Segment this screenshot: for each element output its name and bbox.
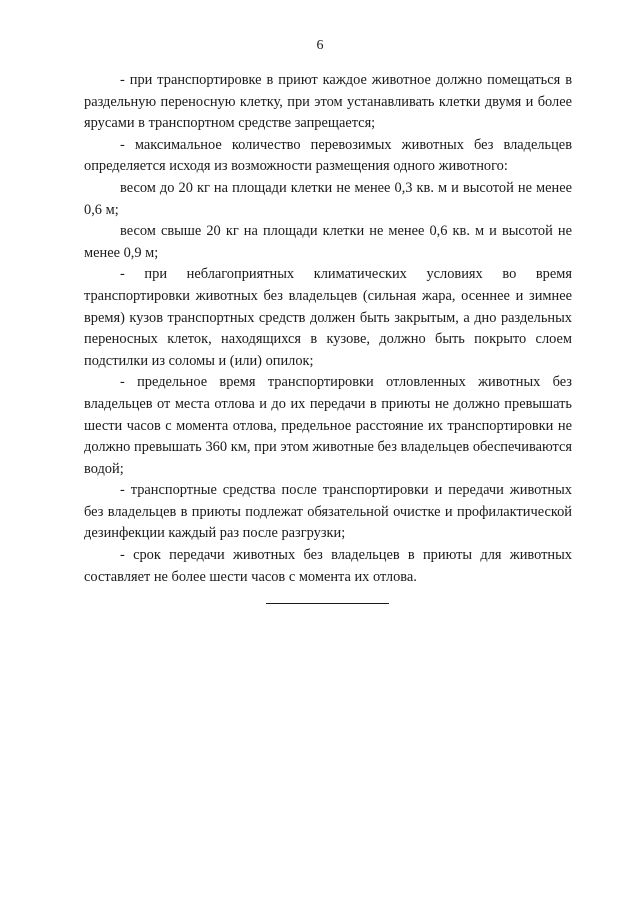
paragraph-handover-deadline: - срок передачи животных без владельцев в приюты для животных составляет не более шести часов с момента их отлова. — [84, 547, 572, 585]
paragraph-transport-cages: - при транспортировке в приют каждое животное должно помещаться в раздельную переносную клетку, при этом устанавливать клетки двумя и более ярусами в транспортном средстве запрещается; — [84, 72, 572, 132]
document-body — [84, 70, 572, 588]
paragraph-transport-time-limit: - предельное время транспортировки отловленных животных без владельцев от места отлова и до их передачи в приюты не должно превышать шести часов с момента отлова, предельное расстояние их транспортировки не должно превышать 360 км, при этом животные без владельцев обеспечиваются водой; — [84, 374, 572, 477]
paragraph-climate-conditions: - при неблагоприятных климатических условиях во время транспортировки животных без владельцев (сильная жара, осеннее и зимнее время) кузов транспортных средств должен быть закрытым, а дно раздельных переносных клеток, находящихся в кузове, должно быть покрыто слоем подстилки из соломы и (или) опилок; — [84, 266, 572, 369]
end-divider-line — [266, 603, 389, 604]
paragraph-max-animals: - максимальное количество перевозимых животных без владельцев определяется исходя из возможности размещения одного животного: — [84, 136, 572, 175]
paragraph-disinfection: - транспортные средства после транспортировки и передачи животных без владельцев в приюты подлежат обязательной очистке и профилактической дезинфекции каждый раз после разгрузки; — [84, 482, 572, 542]
paragraph-weight-over-20: весом свыше 20 кг на площади клетки не менее 0,6 кв. м и высотой не менее 0,9 м; — [84, 223, 572, 261]
paragraph-weight-up-to-20: весом до 20 кг на площади клетки не менее 0,3 кв. м и высотой не менее 0,6 м; — [84, 179, 572, 218]
page-number: 6 — [316, 38, 324, 53]
